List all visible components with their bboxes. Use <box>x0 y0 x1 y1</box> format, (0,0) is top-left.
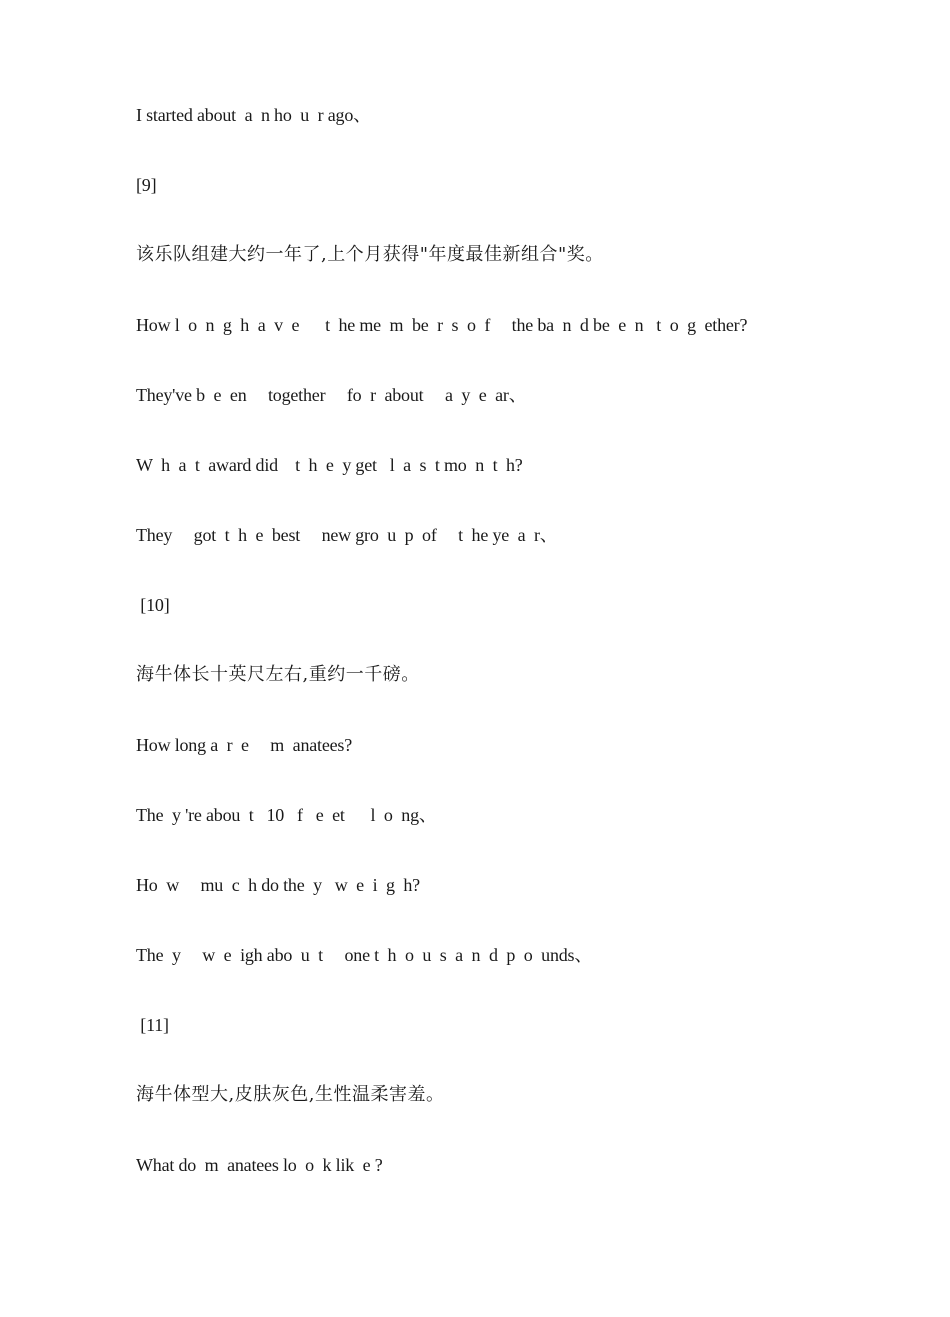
text-line-11: The y 're abou t 10 f e et l o ng、 <box>136 805 437 825</box>
section-number-11: [11] <box>136 1015 169 1035</box>
text-line-4: How l o n g h a v e t he me m be r s o f the ba n d be e n t o g ether? <box>136 315 748 335</box>
text-line-13: The y w e igh abo u t one t h o u s a n d p o unds、 <box>136 945 593 965</box>
text-line-12: Ho w mu c h do the y w e i g h? <box>136 875 420 895</box>
section-number-9: [9] <box>136 175 157 195</box>
chinese-sentence-11: 海牛体型大,皮肤灰色,生性温柔害羞。 <box>136 1084 445 1105</box>
text-line-6: W h a t award did t h e y get l a s t mo n t h? <box>136 455 523 475</box>
text-line-1: I started about a n ho u r ago、 <box>136 105 371 125</box>
text-line-16: What do m anatees lo o k lik e ? <box>136 1155 383 1175</box>
section-number-10: [10] <box>136 595 170 615</box>
text-line-10: How long a r e m anatees? <box>136 735 353 755</box>
text-line-5: They've b e en together fo r about a y e ar、 <box>136 385 527 405</box>
text-line-7: They got t h e best new gro u p of t he ye a r、 <box>136 525 558 545</box>
chinese-sentence-9: 该乐队组建大约一年了,上个月获得"年度最佳新组合"奖。 <box>136 244 604 265</box>
chinese-sentence-10: 海牛体长十英尺左右,重约一千磅。 <box>136 664 420 685</box>
